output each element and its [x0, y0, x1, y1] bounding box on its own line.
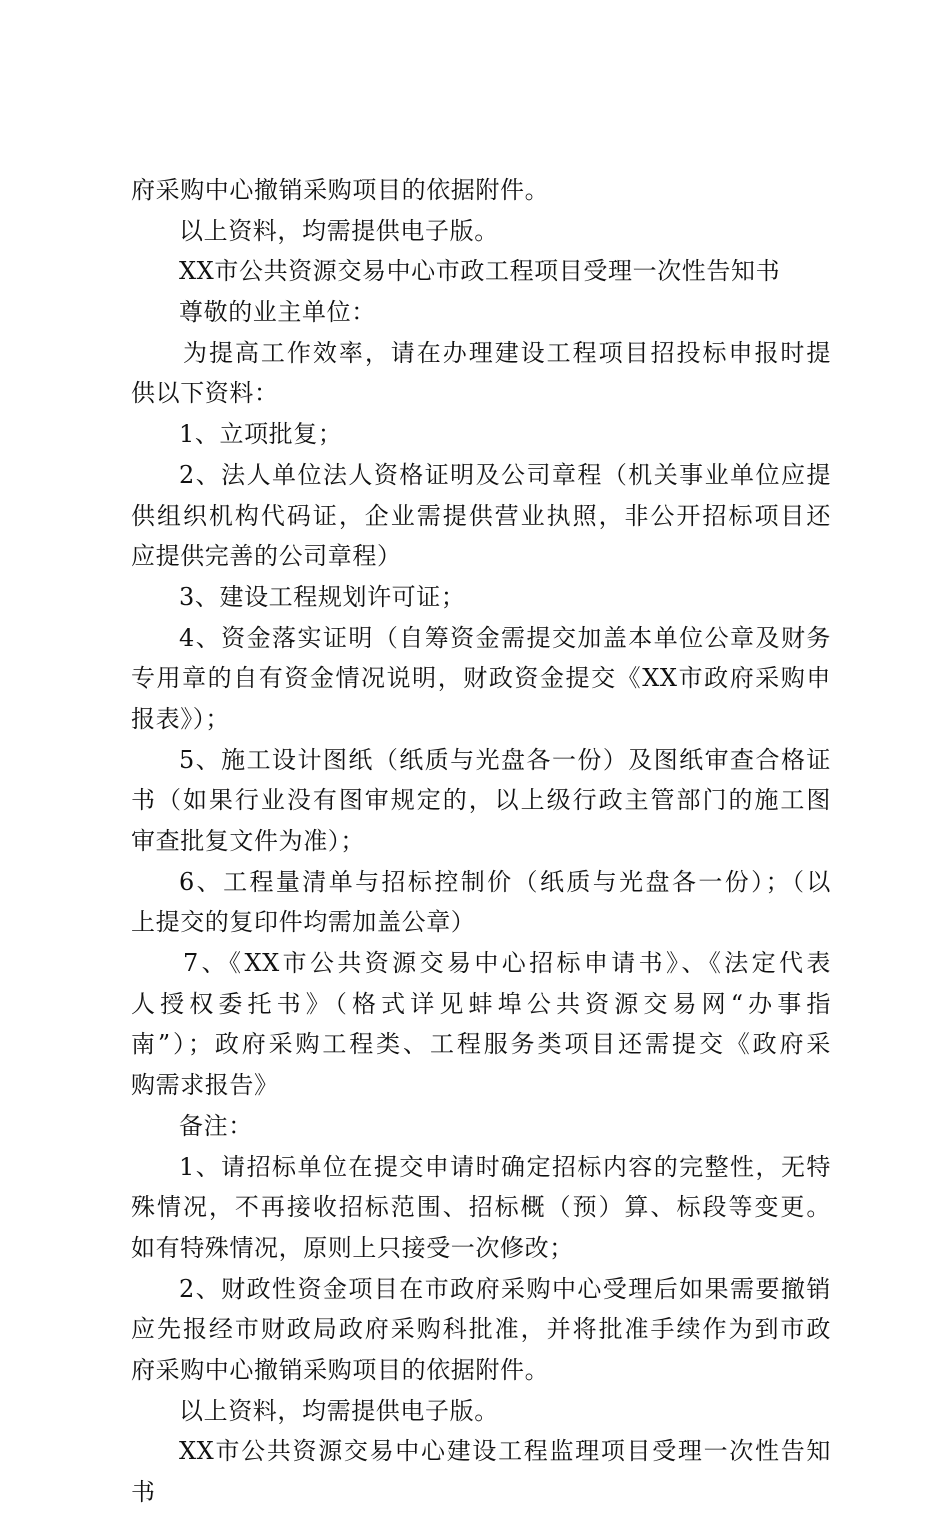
- list-item: 3、建设工程规划许可证；: [179, 582, 466, 611]
- list-item: 7、《XX市公共资源交易中心招标申请书》、《法定代表: [183, 949, 831, 978]
- salutation: 尊敬的业主单位：: [179, 298, 376, 327]
- list-item: 2、财政性资金项目在市政府采购中心受理后如果需要撤销: [179, 1274, 831, 1303]
- section-title: XX市公共资源交易中心市政工程项目受理一次性告知书: [179, 257, 781, 286]
- text-line: 府采购中心撤销采购项目的依据附件。: [131, 1355, 550, 1384]
- list-item: 1、请招标单位在提交申请时确定招标内容的完整性，无特: [179, 1152, 831, 1181]
- text-line: 以上资料，均需提供电子版。: [179, 216, 499, 245]
- document-body: [131, 170, 831, 1513]
- text-line: 为提高工作效率，请在办理建设工程项目招投标申报时提: [183, 338, 831, 367]
- text-line: 应先报经市财政局政府采购科批准，并将批准手续作为到市政: [131, 1315, 831, 1344]
- list-item: 1、立项批复；: [179, 420, 343, 449]
- text-line: 书（如果行业没有图审规定的，以上级行政主管部门的施工图: [131, 786, 831, 815]
- text-line: 殊情况，不再接收招标范围、招标概（预）算、标段等变更。: [131, 1193, 831, 1222]
- list-item: 6、工程量清单与招标控制价（纸质与光盘各一份）；（以: [179, 867, 831, 896]
- text-line: 供组织机构代码证，企业需提供营业执照，非公开招标项目还: [131, 501, 831, 530]
- text-line: 以上资料，均需提供电子版。: [179, 1396, 499, 1425]
- text-line: 府采购中心撤销采购项目的依据附件。: [131, 176, 550, 204]
- text-line: 如有特殊情况，原则上只接受一次修改；: [131, 1233, 574, 1262]
- text-line: 供以下资料：: [131, 379, 279, 408]
- text-line: 报表》）；: [131, 704, 230, 733]
- list-item: 5、施工设计图纸（纸质与光盘各一份）及图纸审查合格证: [179, 745, 831, 774]
- text-line: 应提供完善的公司章程）: [131, 542, 402, 571]
- text-line: 书: [131, 1478, 156, 1506]
- text-line: 南”）；政府采购工程类、工程服务类项目还需提交《政府采: [131, 1030, 831, 1059]
- text-line: 人授权委托书》（格式详见蚌埠公共资源交易网“办事指: [131, 989, 831, 1018]
- text-line: 专用章的自有资金情况说明，财政资金提交《XX市政府采购申: [131, 664, 831, 693]
- text-line: 上提交的复印件均需加盖公章）: [131, 908, 476, 937]
- note-heading: 备注：: [179, 1111, 253, 1140]
- section-title: XX市公共资源交易中心建设工程监理项目受理一次性告知: [179, 1437, 831, 1466]
- list-item: 2、法人单位法人资格证明及公司章程（机关事业单位应提: [179, 460, 831, 489]
- text-line: 审查批复文件为准）；: [131, 827, 365, 855]
- list-item: 4、资金落实证明（自筹资金需提交加盖本单位公章及财务: [179, 623, 831, 652]
- text-line: 购需求报告》: [131, 1071, 279, 1100]
